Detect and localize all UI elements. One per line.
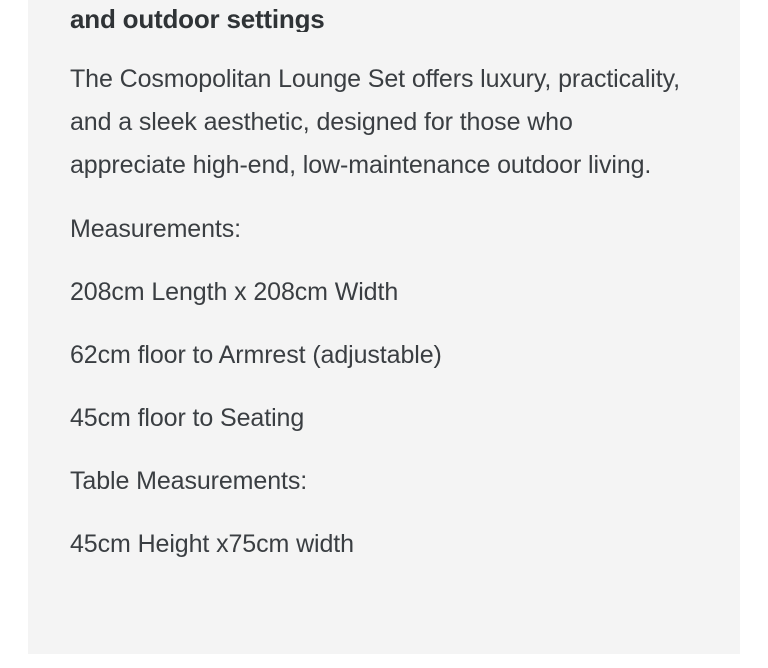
measurement-line-armrest: 62cm floor to Armrest (adjustable)	[70, 341, 442, 369]
description-content	[70, 0, 700, 566]
measurement-line-seating: 45cm floor to Seating	[70, 404, 305, 432]
measurements-label: Measurements:	[70, 215, 241, 243]
product-description-paragraph: The Cosmopolitan Lounge Set offers luxury, practicality, and a sleek aesthetic, designed for those who appreciate high-end, low-maintenance outdoor living.	[70, 65, 680, 179]
page-title: and outdoor settings	[70, 4, 325, 32]
product-description-panel	[28, 0, 740, 654]
measurement-line-length-width: 208cm Length x 208cm Width	[70, 278, 399, 306]
table-measurements-label: Table Measurements:	[70, 467, 308, 495]
table-measurement-line-height-width: 45cm Height x75cm width	[70, 530, 354, 558]
